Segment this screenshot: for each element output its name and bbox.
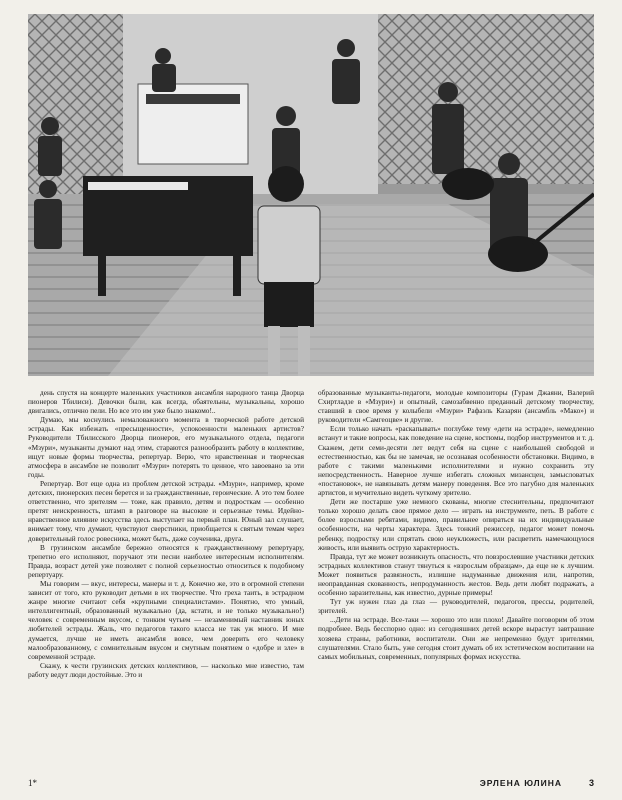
paragraph: Репертуар. Вот еще одна из проблем детской эстрады. «Мзури», например, кроме детских, пионерских песен берется и за гражданственные, героические. А это тем более ответственно, что зрителям — тоже, как правило, детям и подросткам — особенно претят неискренность, штамп в разговоре на высокие и серьезные темы. Идейно-нравственное влияние искусства здесь выступает на первый план. Юный зал слушает, внимает тому, что думают, чувствуют сверстники, приобщается к святым темам через доверительный голос ровесника, может быть, даже соученика, друга. — [28, 478, 304, 543]
paragraph: Мы говорим — вкус, интересы, манеры и т. д. Конечно же, это в огромной степени зависит от того, кто руководит детьми в их творчестве. Что греха таить, в эстрадном жанре многие считают себя «крупными специалистами». Понятно, что умный, интеллигентный, образованный музыкально (да, кстати, и не только музыкально!) человек с современным вкусом, с тонким чутьем — незаменимый наставник юных любителей эстрады. Жаль, что педагогов такого класса не так уж много. И мне думается, лучше не иметь ансамбля вовсе, чем доверить его человеку малообразованному, с сомнительным вкусом и смутным понятием о «добре и зле» в современной эстраде. — [28, 578, 304, 661]
ensemble-photo — [28, 14, 594, 376]
paragraph: образованные музыканты-педагоги, молодые композиторы (Гурам Джаяни, Валерий Схиртладзе в «Мзури») и опытный, самозабвенно преданный детскому творчеству, ставший в свое время у колыбели «Мзури» Рафаэль Казарян (ансамбль «Мако») и руководители «Самгеоцве» и другие. — [318, 388, 594, 425]
paragraph: Если только начать «раскапывать» поглубже тему «дети на эстраде», немедленно встанут и такие вопросы, как поведение на сцене, костюмы, подбор инструментов и т. д. Скажем, дети семи-десяти лет ведут себя на сцене с наибольшей свободой и естественностью, как бы не замечая, не осознавая особенности обстановки. Видимо, в работе с такими маленькими исполнителями и нужно сохранить эту непосредственность. Наверное лучше избегать сложных мизансцен, замысловатых «постановок», не навязывать детям манеру поведения. Все это пагубно для маленьких артистов, и мучительно видеть чуткому зрителю. — [318, 424, 594, 498]
page-number: 3 — [588, 778, 594, 788]
paragraph: Дети же постарше уже немного скованы, многие стеснительны, предпочитают только хорошо делать свое прямое дело — играть на инструменте, петь. В работе с более взрослыми ребятами, видимо, правильнее опираться на их индивидуальные особенности, на черты характера. Здесь тонкий режиссер, педагог может помочь ребенку, подростку или спрятать свою неуклюжесть, или расцветить намечающуюся живость, или выявить острую характерность. — [318, 497, 594, 552]
paragraph: день спустя на концерте маленьких участников ансамбля народного танца Дворца пионеров Тбилиси). Девочки были, как всегда, обаятельны, музыкальны, хорошо двигались, отлично пели. Но все это им уже было знакомо!.. — [28, 388, 304, 416]
article-column-left — [28, 388, 304, 770]
paragraph: В грузинском ансамбле бережно относятся к гражданственному репертуару, трепетно его исполняют, поручают эти песни наиболее интересным исполнителям. Правда, возраст детей уже позволяет с полной серьезностью относиться к подобному репертуару. — [28, 542, 304, 579]
paragraph: Тут уж нужен глаз да глаз — руководителей, педагогов, прессы, родителей, зрителей. — [318, 597, 594, 616]
paragraph: Скажу, к чести грузинских детских коллективов, — насколько мне известно, там работу ведут люди достойные. Это и — [28, 660, 304, 679]
paragraph: Думаю, мы коснулись немаловажного момента в творческой работе детской эстрады. Как избежать «пресыщенности», успокоенности маленьких артистов? Руководители Тбилисского Дворца пионеров, его музыкального отдела, педагоги «Мзури», музыканты думают над этим, стараются разнообразить работу в коллективе, ищут новые формы творчества, репертуар. Верю, что нравственная и творческая атмосфера в ансамбле не позволит «Мзури» потерять то ценное, что завоевано за эти годы. — [28, 415, 304, 479]
paragraph: Правда, тут же может возникнуть опасность, что повзрослевшие участники детских эстрадных коллективов станут тянуться к «взрослым образцам», да еще не к лучшим. Может появиться развязность, излишне надуманные движения или, напротив, неоправданная скованность, непродуманность жестов. Ведь дети любят подражать, а особенно заразительны, как известно, дурные примеры! — [318, 551, 594, 598]
signature-mark: 1* — [28, 778, 37, 788]
author-name: ЭРЛЕНА ЮЛИНА — [479, 778, 562, 788]
article-body — [28, 388, 594, 770]
article-column-right — [318, 388, 594, 770]
stage-photo-icon — [28, 14, 594, 376]
paragraph: ...Дети на эстраде. Все-таки — хорошо это или плохо! Давайте поговорим об этом подробнее. Ведь бесспорно одно: из сегодняшних детей вскоре вырастут завтрашние хозяева страны, работники, воспитатели. Они же непременно будут зрителями, слушателями. Стало быть, уже сегодня стоит думать об их эстетическом воспитании на самых мобильных, современных, популярных формах искусства. — [318, 615, 594, 661]
